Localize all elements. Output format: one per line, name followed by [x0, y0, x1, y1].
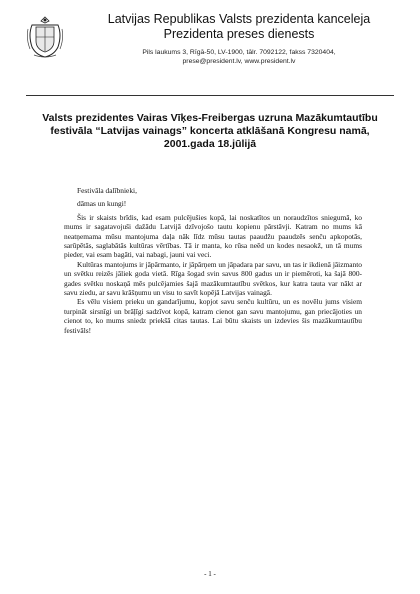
- document-title: Valsts prezidentes Vairas Vīķes-Freibergas uzruna Mazākumtautību festivāla “Latvijas vainags” koncerta atklāšanā Kongresu namā, 2001.gada 18.jūlijā: [42, 112, 378, 150]
- paragraph-3: Es vēlu visiem prieku un gandarījumu, kopjot savu senču kultūru, un es novēlu jums visiem turpināt sirsnīgi un brāļīgi sadzīvot kopā, katram cienot gan savu mantojumu, gan priecājoties un cienot to, ko mums sniedz priekšā citas tautas. Lai būtu skaists un izdevies šis mazākumtautību festivāls!: [64, 297, 362, 335]
- header-divider: [26, 95, 394, 96]
- contact-web: prese@president.lv, www.president.lv: [182, 58, 296, 65]
- greeting-line-2: dāmas un kungi!: [77, 199, 127, 209]
- speech-body: [64, 186, 362, 335]
- contact-address: Pils laukums 3, Rīgā-50, LV-1900, tālr. 7092122, fakss 7320404,: [142, 49, 336, 56]
- paragraph-2: Kultūras mantojums ir jāpārmanto, ir jāpārņem un jāpadara par savu, un tas ir ikdienā jāizmanto un svētku reizēs jāliek goda vietā. Rīga šogad svin savus 800 gadus un ir piemēroti, ka šajā 800-gades svētku noskaņā mēs pulcējamies šajā mazākumtautību svētkos, kur katra tauta var nākt ar savu ziedu, ar savu krāšņumu un visu to savīt kopējā Latvijas vainagā.: [64, 259, 362, 298]
- page-number: - 1 -: [204, 570, 216, 578]
- department-name: Prezidenta preses dienests: [163, 27, 315, 41]
- paragraph-1: Šis ir skaists brīdis, kad esam pulcējušies kopā, lai noskatītos un noraudzītos sniegumā, ko mums ir sagatavojuši dažādu Latvijā dzīvojošo tautu kopienu pārstāvji. Katram no mums kā neatņemama mūsu mantojuma daļa nāk līdz mūsu tautas paaudžu paaudzēs senču apkopotās, sarūpētās, saglabātās kultūras vērtības. Tā ir manta, ko rūsa neēd un kodes nesaokž, un tā mums pieder, vai esam bagāti, vai nabagi, jauni vai veci.: [64, 212, 362, 260]
- coat-of-arms-emblem: [26, 15, 64, 59]
- greeting-line-1: Festivāla dalībnieki,: [77, 186, 137, 195]
- letterhead: [74, 12, 404, 66]
- organization-name: Latvijas Republikas Valsts prezidenta kanceleja: [107, 12, 371, 26]
- contact-info: [74, 48, 404, 66]
